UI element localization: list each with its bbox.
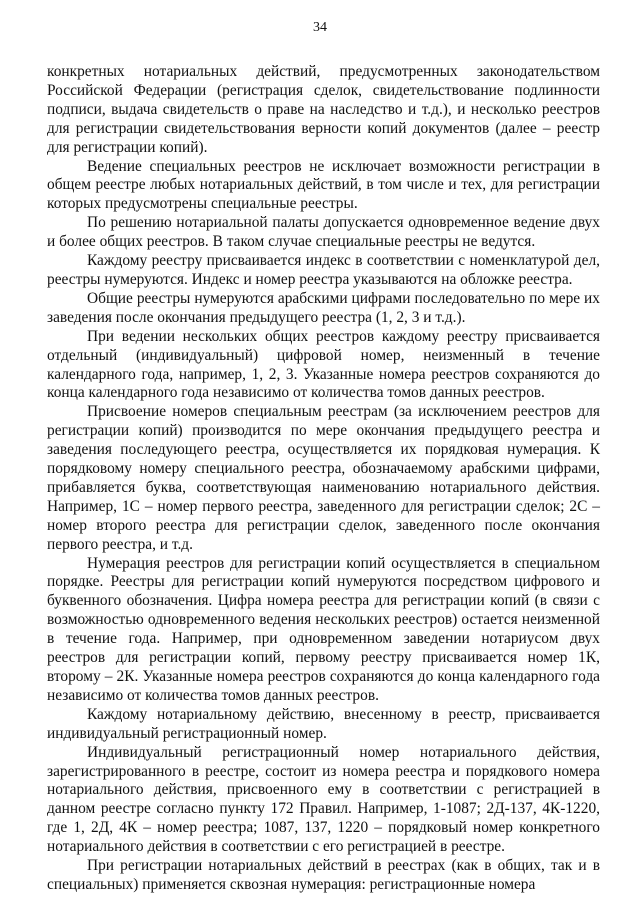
paragraph: конкретных нотариальных действий, предусмотренных законодательством Российской Федерации (регистрация сделок, свидетельствование подлинности подписи, выдача свидетельств о праве на наследство и т.д.), и несколько реестров для регистрации свидетельствования верности копий документов (далее – реестр для регистрации копий). <box>47 63 600 156</box>
paragraph: При регистрации нотариальных действий в реестрах (как в общих, так и в специальных) применяется сквозная нумерация: регистрационные номера <box>47 857 600 893</box>
paragraph: Каждому нотариальному действию, внесенному в реестр, присваивается индивидуальный регистрационный номер. <box>47 705 600 742</box>
paragraph: Ведение специальных реестров не исключает возможности регистрации в общем реестре любых нотариальных действий, в том числе и тех, для регистрации которых предусмотрены специальные реестры. <box>47 157 600 213</box>
page-number: 34 <box>313 20 327 35</box>
body-text <box>47 63 600 895</box>
paragraph: Нумерация реестров для регистрации копий осуществляется в специальном порядке. Реестры для регистрации копий нумеруются посредством цифрового и буквенного обозначения. Цифра номера реестра для регистрации копий (в связи с возможностью одновременного ведения нескольких реестров) остается неизменной в течение года. Например, при одновременном заведении нотариусом двух реестров для регистрации копий, первому реестру присваивается номер 1К, второму – 2К. Указанные номера реестров сохраняются до конца календарного года независимо от количества томов данных реестров. <box>47 554 600 704</box>
paragraph: Общие реестры нумеруются арабскими цифрами последовательно по мере их заведения после окончания предыдущего реестра (1, 2, 3 и т.д.). <box>47 289 600 326</box>
paragraph: При ведении нескольких общих реестров каждому реестру присваивается отдельный (индивидуальный) цифровой номер, неизменный в течение календарного года, например, 1, 2, 3. Указанные номера реестров сохраняются до конца календарного года независимо от количества томов данных реестров. <box>47 327 600 402</box>
paragraph: Каждому реестру присваивается индекс в соответствии с номенклатурой дел, реестры нумеруются. Индекс и номер реестра указываются на обложке реестра. <box>47 252 600 288</box>
paragraph: Присвоение номеров специальным реестрам (за исключением реестров для регистрации копий) производится по мере окончания предыдущего реестра и заведения последующего реестра, осуществляется их порядковая нумерация. К порядковому номеру специального реестра, обозначаемому арабскими цифрами, прибавляется буква, соответствующая наименованию нотариального действия. Например, 1С – номер первого реестра, заведенного для регистрации сделок; 2С – номер второго реестра для регистрации сделок, заведенного после окончания первого реестра, и т.д. <box>47 403 600 553</box>
paragraph: Индивидуальный регистрационный номер нотариального действия, зарегистрированного в реестре, состоит из номера реестра и порядкового номера нотариального действия, присвоенного ему в соответствии с регистрацией в данном реестре согласно пункту 172 Правил. Например, 1-1087; 2Д-137, 4К-1220, где 1, 2Д, 4К – номер реестра; 1087, 137, 1220 – порядковый номер конкретного нотариального действия в соответствии с его регистрацией в реестре. <box>47 743 600 856</box>
paragraph: По решению нотариальной палаты допускается одновременное ведение двух и более общих реестров. В таком случае специальные реестры не ведутся. <box>47 214 600 251</box>
